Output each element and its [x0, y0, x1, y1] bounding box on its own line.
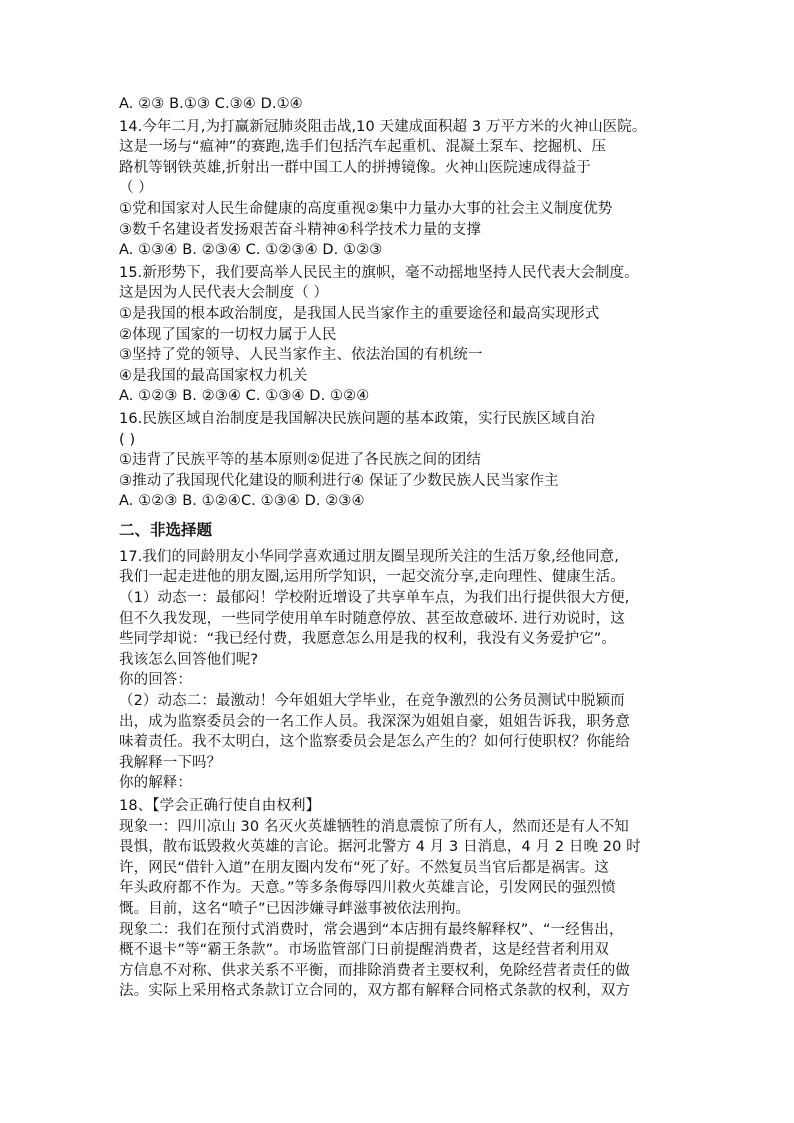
q16-options: A. ①②③ B. ①②④C. ①③④ D. ②③④ — [119, 493, 365, 510]
question-18 — [119, 796, 689, 1002]
answer-label: 你的回答： — [119, 672, 192, 689]
q14-statement: ①党和国家对人民生命健康的高度重视②集中力量办大事的社会主义制度优势 — [119, 200, 613, 217]
q18-line: 现象一：四川凉山 30 名灭火英雄牺牲的消息震惊了所有人，然而还是有人不知 — [119, 818, 629, 835]
q17-line: 我该怎么回答他们呢? — [119, 651, 259, 668]
q15-statement: ①是我国的根本政治制度，是我国人民当家作主的重要途径和最高实现形式 — [119, 305, 600, 322]
q15-statement: ④是我国的最高国家权力机关 — [119, 367, 308, 384]
page-content — [119, 94, 689, 1002]
q15-statement: ②体现了国家的一切权力属于人民 — [119, 326, 337, 343]
q15-stem-line: 这是因为人民代表大会制度（ ） — [119, 285, 329, 302]
q18-line: 畏惧，散布诋毁救火英雄的言论。据河北警方 4 月 3 日消息，4 月 2 日晚 20 时 — [119, 839, 641, 856]
q16-answer-bracket: ( ) — [119, 431, 136, 448]
q15-stem-line: 15.新形势下，我们要高举人民民主的旗帜，毫不动摇地坚持人民代表大会制度。 — [119, 264, 639, 281]
question-16 — [119, 409, 689, 512]
q17-line: 我解释一下吗？ — [119, 754, 222, 771]
q14-stem-line: 这是一场与“瘟神”的赛跑,选手们包括汽车起重机、混凝土泵车、挖掘机、压 — [119, 139, 607, 156]
question-17 — [119, 547, 689, 794]
q13-options: A. ②③ B.①③ C.③④ D.①④ — [119, 96, 303, 112]
section-heading: 二、非选择题 — [119, 520, 213, 539]
q17-line: 味着责任。我不太明白，这个监察委员会是怎么产生的？如何行使职权？你能给 — [119, 734, 630, 751]
q16-stem-line: 16.民族区域自治制度是我国解决民族问题的基本政策，实行民族区域自治 — [119, 410, 595, 427]
q16-statement: ①违背了民族平等的基本原则②促进了各民族之间的团结 — [119, 452, 481, 469]
q18-line: 慨。目前，这名“喷子”已因涉嫌寻衅滋事被依法刑拘。 — [119, 900, 471, 917]
q14-options: A. ①③④ B. ②③④ C. ①②③④ D. ①②③ — [119, 242, 383, 259]
q14-stem-line: 路机等钢铁英雄,折射出一群中国工人的拼搏镜像。火神山医院速成得益于 — [119, 159, 591, 176]
q18-line: 许，网民“借针入道”在朋友圈内发布“死了好。不然复员当官后都是祸害。这 — [119, 859, 610, 876]
q17-line: 出，成为监察委员会的一名工作人员。我深深为姐姐自豪，姐姐告诉我，职务意 — [119, 713, 630, 730]
q18-line: 年头政府都不作为。天意。”等多条侮辱四川救火英雄言论，引发网民的强烈愤 — [119, 880, 616, 897]
q14-stem-line: 14.今年二月,为打赢新冠肺炎阻击战,10 天建成面积超 3 万平方米的火神山医院。 — [119, 118, 647, 135]
q18-line: 方信息不对称、供求关系不平衡，而排除消费者主要权利，免除经营者责任的做 — [119, 962, 630, 979]
question-14 — [119, 117, 689, 261]
question-15 — [119, 263, 689, 407]
q18-title: 18、【学会正确行使自由权利】 — [119, 798, 321, 814]
q17-line: （1）动态一：最郁闷！学校附近增设了共享单车点，为我们出行提供很大方便, — [119, 590, 630, 607]
q14-answer-bracket: （ ） — [119, 180, 153, 197]
q15-statement: ③坚持了党的领导、人民当家作主、依法治国的有机统一 — [119, 347, 483, 364]
q18-line: 法。实际上采用格式条款订立合同的，双方都有解释合同格式条款的权利，双方 — [119, 983, 630, 1000]
q17-line: 我们一起走进他的朋友圈,运用所学知识，一起交流分享,走向理性、健康生活。 — [119, 569, 625, 586]
q15-options: A. ①②③ B. ②③④ C. ①③④ D. ①②④ — [119, 388, 370, 405]
q16-statement: ③推动了我国现代化建设的顺利进行④ 保证了少数民族人民当家作主 — [119, 472, 559, 489]
q17-line: （2）动态二：最激动！今年姐姐大学毕业，在竞争激烈的公务员测试中脱颖而 — [119, 693, 625, 710]
q17-line: 但不久我发现，一些同学使用单车时随意停放、甚至故意破坏. 进行劝说时，这 — [119, 610, 625, 627]
answer-label: 你的解释： — [119, 775, 192, 792]
q17-line: 17.我们的同龄朋友小华同学喜欢通过朋友圈呈现所关注的生活万象,经他同意, — [119, 548, 619, 565]
q14-statement: ③数千名建设者发扬艰苦奋斗精神④科学技术力量的支撑 — [119, 221, 481, 238]
q18-line: 概不退卡”等“霸王条款”。市场监管部门日前提醒消费者，这是经营者利用双 — [119, 942, 610, 959]
q18-line: 现象二：我们在预付式消费时，常会遇到“本店拥有最终解释权”、“一经售出， — [119, 921, 624, 938]
q17-line: 些同学却说：“我已经付费，我愿意怎么用是我的权利，我没有义务爱护它”。 — [119, 631, 617, 648]
